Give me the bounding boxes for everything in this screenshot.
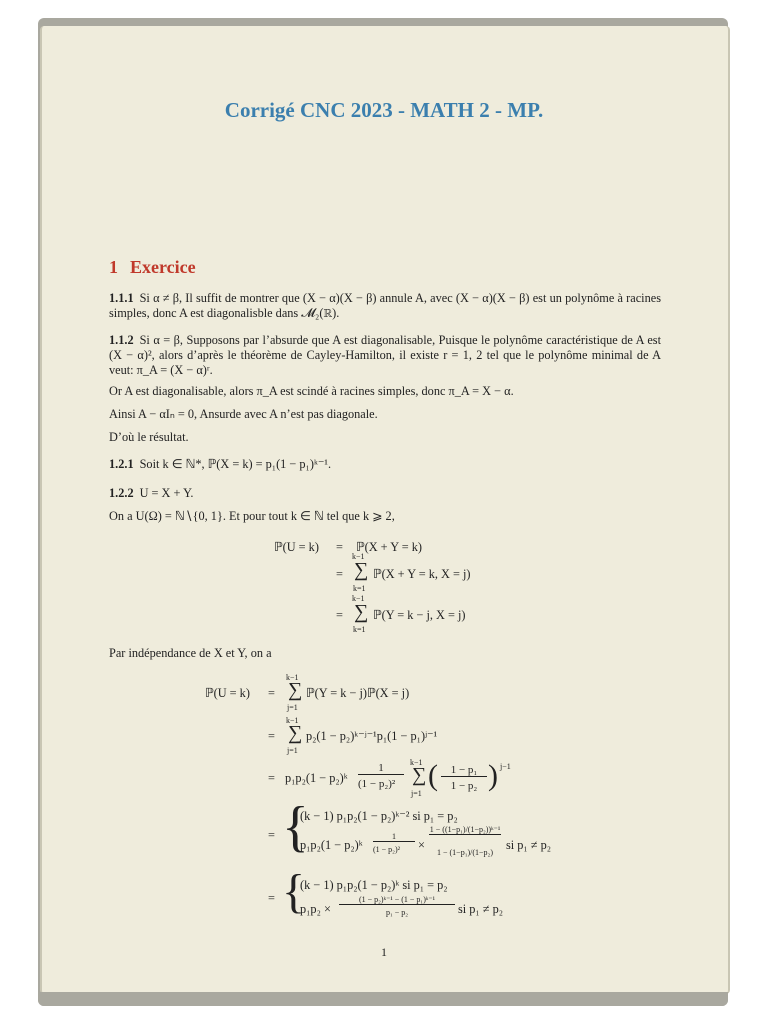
question-label: 1.2.1 xyxy=(109,457,134,471)
fraction-denominator: (1 − p₂)² xyxy=(373,845,401,854)
paragraph-text: Si α = β, Supposons par l’absurde que A est diagonalisable, Puisque le polynôme caractéristique de A est (X − α)², alors d’après le théorème de Cayley-Hamilton, il existe r = 1, 2 tel que le polynôme minimal de A veut: π_A = (X − α)ʳ. xyxy=(109,333,661,377)
fraction-denominator: 1 − p₂ xyxy=(450,780,478,792)
sum-upper-index: k−1 xyxy=(286,716,299,725)
paragraph-1-1-2-b: Or A est diagonalisable, alors π_A est scindé à racines simples, donc π_A = X − α. xyxy=(109,384,514,398)
sum-lower-index: k=1 xyxy=(353,625,366,634)
sum-upper-index: k−1 xyxy=(352,594,365,603)
section-number: 1 xyxy=(109,257,118,277)
eq1-rhs-1: ℙ(X + Y = k) xyxy=(356,540,422,554)
paragraph-1-2-1 xyxy=(109,457,661,472)
fraction-denominator: 1 − (1−p₁)/(1−p₂) xyxy=(437,848,493,857)
eq2-equals-2: = xyxy=(268,729,275,743)
case-2-a: (k − 1) p₁p₂(1 − p₂)ᵏ si p₁ = p₂ xyxy=(300,878,448,892)
paragraph-1-1-1 xyxy=(109,291,661,321)
brace-left: { xyxy=(282,865,306,918)
sum-sign: ∑ xyxy=(354,601,369,623)
eq1-equals-2: = xyxy=(336,567,343,581)
page-number: 1 xyxy=(381,945,387,959)
case-2-b-post: si p₁ ≠ p₂ xyxy=(458,902,504,916)
eq2-equals-3: = xyxy=(268,771,275,785)
eq2-rhs-1: ℙ(Y = k − j)ℙ(X = j) xyxy=(306,686,410,700)
case-1-a: (k − 1) p₁p₂(1 − p₂)ᵏ⁻² si p₁ = p₂ xyxy=(300,809,458,823)
eq2-lhs: ℙ(U = k) xyxy=(205,686,250,700)
fraction-numerator: 1 − p₁ xyxy=(441,764,487,777)
document-title: Corrigé CNC 2023 - MATH 2 - MP. xyxy=(224,98,544,122)
eq2-equals-4: = xyxy=(268,828,275,842)
fraction-numerator: 1 − ((1−p₁)/(1−p₂))ᵏ⁻¹ xyxy=(429,825,501,834)
fraction-numerator: 1 xyxy=(358,762,404,775)
question-label: 1.1.2 xyxy=(109,333,134,347)
paragraph-1-1-2 xyxy=(109,333,661,378)
sum-sign: ∑ xyxy=(412,764,427,786)
times-sign: × xyxy=(418,838,425,852)
case-1-b-pre: p₁p₂(1 − p₂)ᵏ xyxy=(300,838,363,852)
paragraph-1-1-2-d: D’où le résultat. xyxy=(109,430,189,444)
sum-lower-index: j=1 xyxy=(287,746,298,755)
exponent: j−1 xyxy=(500,762,511,771)
paren-right: ) xyxy=(488,759,498,792)
paragraph-independance: Par indépendance de X et Y, on a xyxy=(109,646,272,660)
sum-upper-index: k−1 xyxy=(352,552,365,561)
fraction-denominator: p₁ − p₂ xyxy=(385,908,409,917)
question-label: 1.2.2 xyxy=(109,486,134,500)
eq1-rhs-3: ℙ(Y = k − j, X = j) xyxy=(373,608,466,622)
sum-sign: ∑ xyxy=(354,559,369,581)
sum-lower-index: j=1 xyxy=(287,703,298,712)
fraction-numerator: 1 xyxy=(373,832,415,842)
paragraph-text: Soit k ∈ ℕ*, ℙ(X = k) = p₁(1 − p₁)ᵏ⁻¹. xyxy=(139,457,332,471)
paragraph-text: Si α ≠ β, Il suffit de montrer que (X − α)(X − β) annule A, avec (X − α)(X − β) est un polynôme à racines simples, donc A est diagonalisble dans 𝓜₂(ℝ). xyxy=(109,291,661,320)
page-bottom-edge xyxy=(38,992,728,1006)
sum-lower-index: j=1 xyxy=(411,789,422,798)
sum-sign: ∑ xyxy=(288,679,303,701)
eq2-rhs-3: p₁p₂(1 − p₂)ᵏ xyxy=(285,771,348,785)
eq1-equals-1: = xyxy=(336,540,343,554)
case-2-b-pre: p₁p₂ × xyxy=(300,902,331,916)
case-1-b-post: si p₁ ≠ p₂ xyxy=(506,838,552,852)
fraction-numerator: (1 − p₂)ᵏ⁻¹ − (1 − p₁)ᵏ⁻¹ xyxy=(339,895,455,905)
section-title: Exercice xyxy=(130,257,196,277)
eq1-lhs: ℙ(U = k) xyxy=(274,540,319,554)
paragraph-text: U = X + Y. xyxy=(139,486,194,500)
eq1-equals-3: = xyxy=(336,608,343,622)
paragraph-1-2-2-b: On a U(Ω) = ℕ∖{0, 1}. Et pour tout k ∈ ℕ tel que k ⩾ 2, xyxy=(109,509,395,523)
fraction-denominator: (1 − p₂)² xyxy=(358,778,396,790)
eq1-rhs-2: ℙ(X + Y = k, X = j) xyxy=(373,567,471,581)
sum-sign: ∑ xyxy=(288,722,303,744)
sum-lower-index: k=1 xyxy=(353,584,366,593)
eq2-rhs-2: p₂(1 − p₂)ᵏ⁻ʲ⁻¹p₁(1 − p₁)ʲ⁻¹ xyxy=(306,729,438,743)
paragraph-1-1-2-c: Ainsi A − αIₙ = 0, Ansurde avec A n’est pas diagonale. xyxy=(109,407,378,421)
section-heading xyxy=(109,257,196,278)
eq2-equals-1: = xyxy=(268,686,275,700)
sum-upper-index: k−1 xyxy=(286,673,299,682)
question-label: 1.1.1 xyxy=(109,291,134,305)
sum-upper-index: k−1 xyxy=(410,758,423,767)
brace-left: { xyxy=(282,796,309,858)
paragraph-1-2-2 xyxy=(109,486,661,501)
eq2-equals-5: = xyxy=(268,891,275,905)
paren-left: ( xyxy=(428,759,438,792)
